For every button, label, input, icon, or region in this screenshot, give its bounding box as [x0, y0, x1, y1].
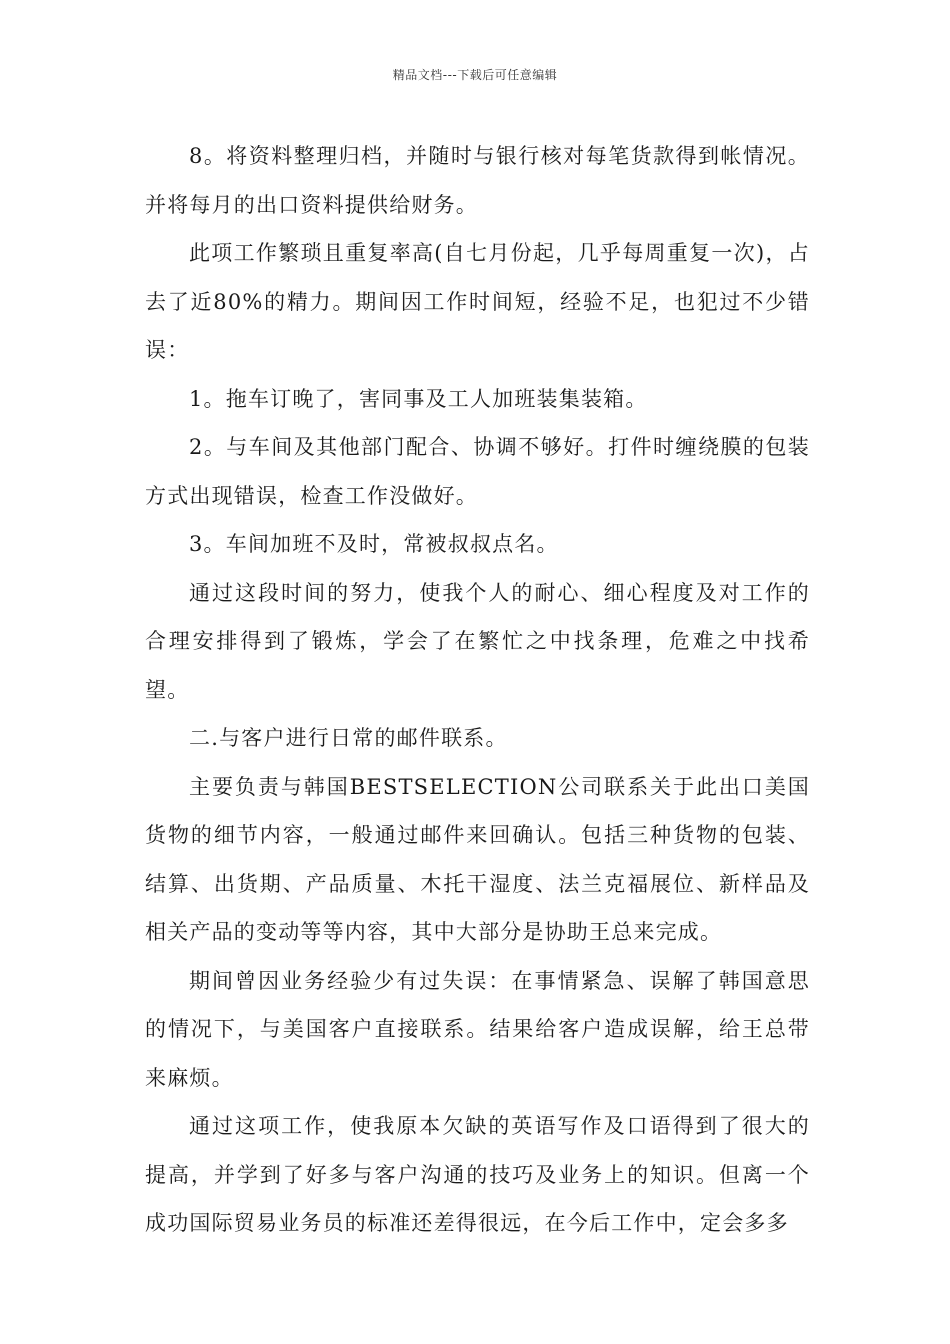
document-body [145, 132, 810, 1248]
paragraph: 2。与车间及其他部门配合、协调不够好。打件时缠绕膜的包装方式出现错误，检查工作没做好。 [145, 435, 810, 508]
paragraph: 通过这段时间的努力，使我个人的耐心、细心程度及对工作的合理安排得到了锻炼，学会了在繁忙之中找条理，危难之中找希望。 [145, 580, 810, 702]
section-heading: 二.与客户进行日常的邮件联系。 [189, 726, 508, 750]
paragraph: 8。将资料整理归档，并随时与银行核对每笔货款得到帐情况。并将每月的出口资料提供给财务。 [145, 144, 810, 217]
paragraph: 通过这项工作，使我原本欠缺的英语写作及口语得到了很大的提高，并学到了好多与客户沟通的技巧及业务上的知识。但离一个成功国际贸易业务员的标准还差得很远，在今后工作中，定会多多 [145, 1114, 810, 1235]
page-header: 精品文档---下载后可任意编辑 [392, 68, 558, 82]
paragraph: 3。车间加班不及时，常被叔叔点名。 [189, 532, 559, 556]
paragraph: 此项工作繁琐且重复率高(自七月份起，几乎每周重复一次)，占去了近80%的精力。期间因工作时间短，经验不足，也犯过不少错误： [145, 241, 810, 362]
paragraph: 期间曾因业务经验少有过失误：在事情紧急、误解了韩国意思的情况下，与美国客户直接联系。结果给客户造成误解，给王总带来麻烦。 [145, 968, 810, 1090]
paragraph: 主要负责与韩国BESTSELECTION公司联系关于此出口美国货物的细节内容，一般通过邮件来回确认。包括三种货物的包装、结算、出货期、产品质量、木托干湿度、法兰克福展位、新样品及相关产品的变动等等内容，其中大部分是协助王总来完成。 [145, 774, 810, 944]
paragraph: 1。拖车订晚了，害同事及工人加班装集装箱。 [189, 386, 648, 411]
